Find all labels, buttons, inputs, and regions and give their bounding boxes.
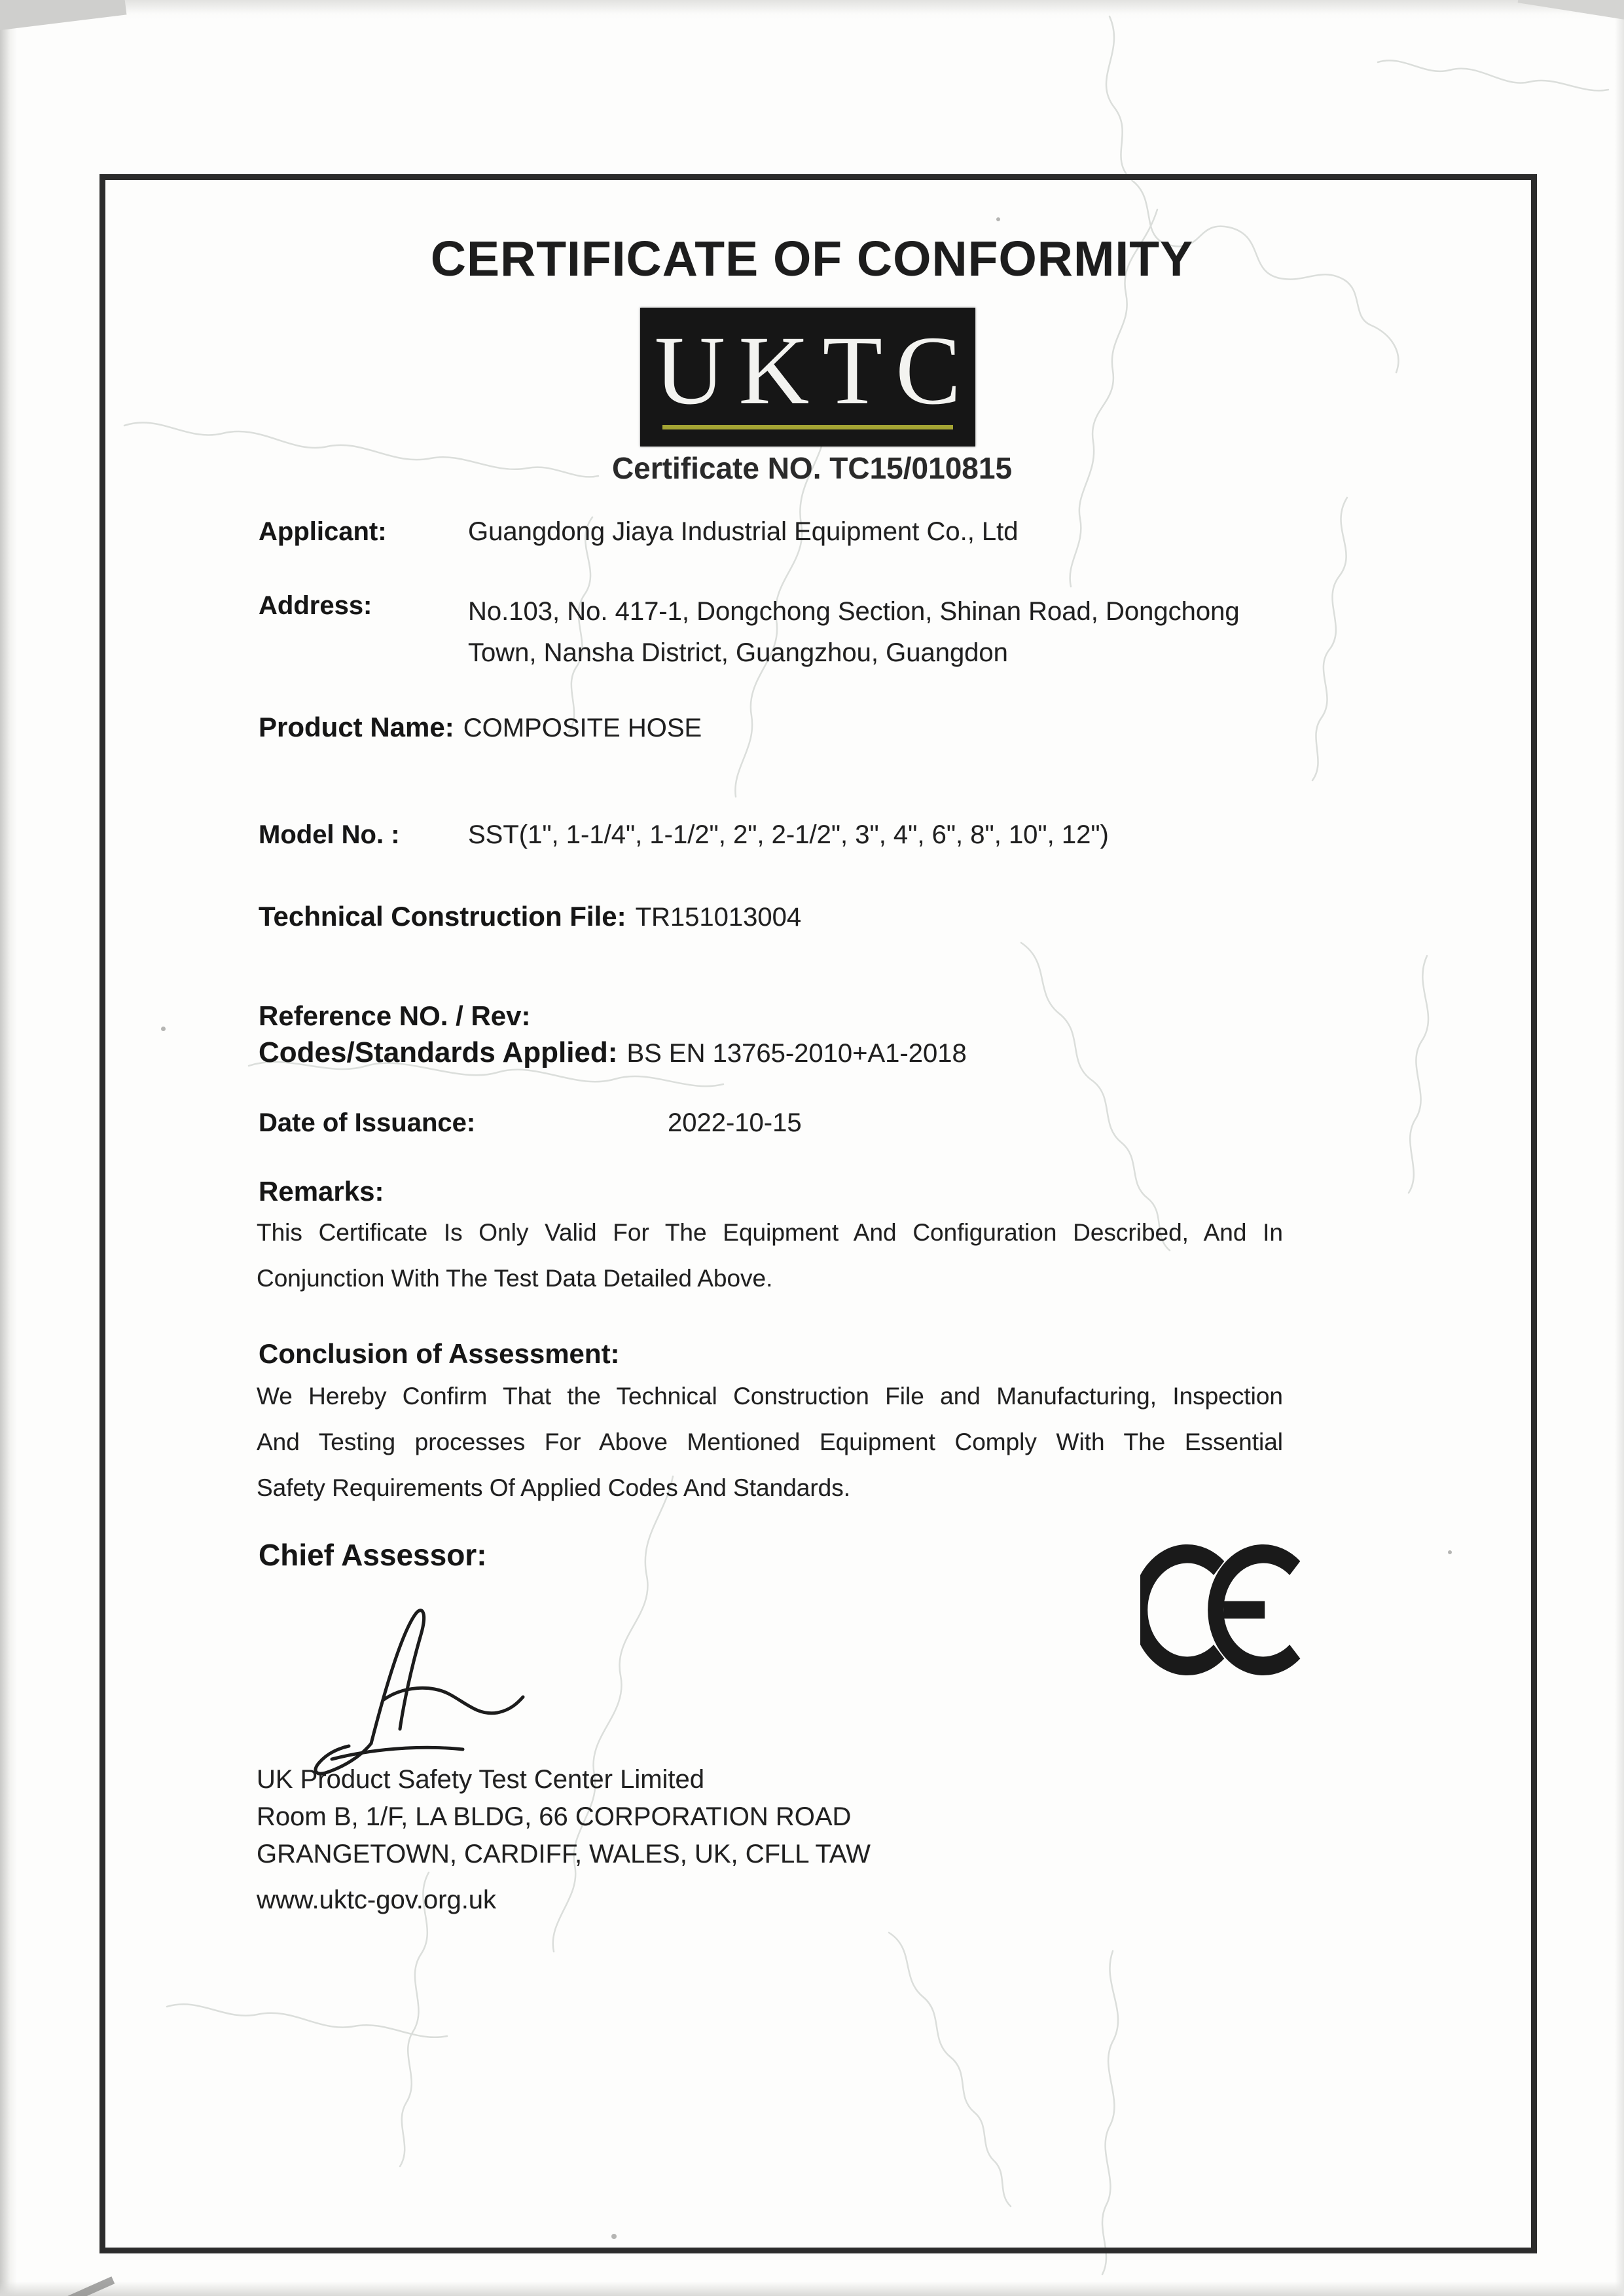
reference-label: Reference NO. / Rev: xyxy=(259,1000,531,1031)
codes-standards-row xyxy=(259,1036,1293,1069)
address-row xyxy=(259,591,1293,674)
conclusion-line1: We Hereby Confirm That the Technical Construction File and Manufacturing, Inspection xyxy=(257,1383,1283,1410)
remarks-line2: Conjunction With The Test Data Detailed Above. xyxy=(257,1265,773,1292)
technical-construction-file-value: TR151013004 xyxy=(635,903,802,932)
uktc-logo xyxy=(640,308,975,446)
model-no-label: Model No. : xyxy=(259,820,400,849)
technical-construction-file-label: Technical Construction File: xyxy=(259,901,626,932)
codes-standards-value: BS EN 13765-2010+A1-2018 xyxy=(626,1039,967,1068)
model-no-value: SST(1", 1-1/4", 1-1/2", 2", 2-1/2", 3", 4", 6", 8", 10", 12") xyxy=(468,820,1109,849)
product-name-row xyxy=(259,712,1293,743)
conclusion-line3: Safety Requirements Of Applied Codes And Standards. xyxy=(257,1474,851,1501)
remarks-line1: This Certificate Is Only Valid For The Equipment And Configuration Described, And In xyxy=(257,1219,1283,1246)
certificate-title: CERTIFICATE OF CONFORMITY xyxy=(430,231,1194,286)
date-of-issuance-label: Date of Issuance: xyxy=(259,1108,476,1137)
chief-assessor-label: Chief Assessor: xyxy=(259,1538,487,1572)
address-value: No.103, No. 417-1, Dongchong Section, Shinan Road, Dongchong Town, Nansha District, Guangzhou, Guangdon xyxy=(468,597,1240,667)
certificate-border xyxy=(99,174,1537,2253)
codes-standards-label: Codes/Standards Applied: xyxy=(259,1036,618,1068)
certificate-number: Certificate NO. TC15/010815 xyxy=(611,451,1013,485)
model-no-row xyxy=(259,820,1293,850)
date-of-issuance-value: 2022-10-15 xyxy=(668,1108,802,1137)
conclusion-line2: And Testing processes For Above Mentioned Equipment Comply With The Essential xyxy=(257,1429,1283,1455)
issuer-website: www.uktc-gov.org.uk xyxy=(257,1886,497,1914)
issuer-company-name: UK Product Safety Test Center Limited xyxy=(257,1765,705,1794)
applicant-row xyxy=(259,517,1293,547)
chief-assessor-signature xyxy=(298,1588,547,1784)
uktc-logo-text: UKTC xyxy=(654,316,975,425)
product-name-value: COMPOSITE HOSE xyxy=(463,714,702,742)
address-label: Address: xyxy=(259,591,372,620)
issuer-address-line2: GRANGETOWN, CARDIFF, WALES, UK, CFLL TAW xyxy=(257,1840,871,1868)
uktc-logo-underline xyxy=(662,425,953,429)
issuer-address-line1: Room B, 1/F, LA BLDG, 66 CORPORATION ROAD xyxy=(257,1802,852,1831)
remarks-heading: Remarks: xyxy=(259,1176,384,1207)
applicant-value: Guangdong Jiaya Industrial Equipment Co., Ltd xyxy=(468,517,1019,546)
date-of-issuance-row xyxy=(259,1108,1293,1138)
reference-row xyxy=(259,1000,1293,1032)
product-name-label: Product Name: xyxy=(259,712,454,742)
applicant-label: Applicant: xyxy=(259,517,387,546)
technical-construction-file-row xyxy=(259,901,1293,932)
ce-mark-icon xyxy=(1140,1544,1320,1676)
conclusion-heading: Conclusion of Assessment: xyxy=(259,1338,620,1369)
